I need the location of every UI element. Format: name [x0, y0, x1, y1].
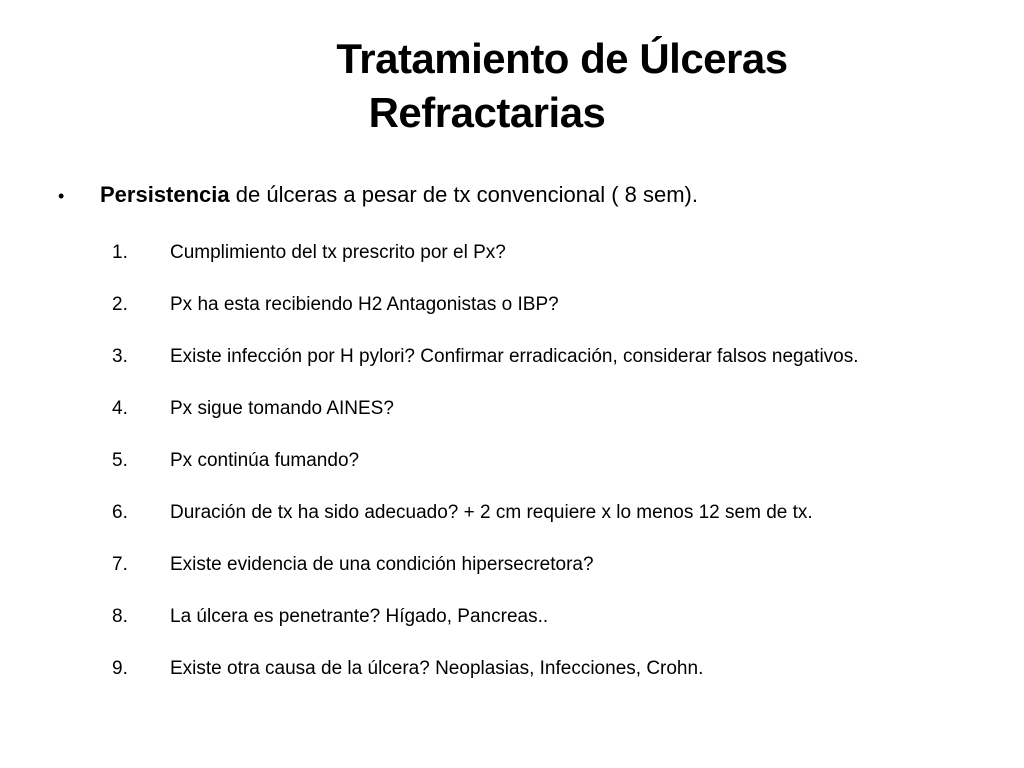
- list-item: [112, 490, 1002, 536]
- list-item: [112, 542, 1002, 588]
- list-item-number: 6.: [112, 502, 128, 523]
- list-item: [112, 646, 1002, 692]
- bullet-marker: •: [58, 186, 65, 206]
- list-item: [112, 230, 1002, 276]
- main-bullet: [58, 180, 998, 211]
- list-item-number: 7.: [112, 554, 128, 575]
- list-item-text: Duración de tx ha sido adecuado? + 2 cm requiere x lo menos 12 sem de tx.: [170, 502, 813, 523]
- list-item-text: Px sigue tomando AINES?: [170, 398, 394, 419]
- list-item: [112, 282, 1002, 328]
- list-item-text: Cumplimiento del tx prescrito por el Px?: [170, 242, 506, 263]
- list-item-number: 2.: [112, 294, 128, 315]
- list-item-number: 8.: [112, 606, 128, 627]
- numbered-list: [112, 230, 1002, 698]
- list-item-text: Existe otra causa de la úlcera? Neoplasias, Infecciones, Crohn.: [170, 658, 704, 679]
- list-item-text: Existe evidencia de una condición hipersecretora?: [170, 554, 594, 575]
- list-item-number: 3.: [112, 346, 128, 367]
- list-item-text: Px continúa fumando?: [170, 450, 360, 471]
- list-item: [112, 386, 1002, 432]
- list-item-text: La úlcera es penetrante? Hígado, Pancreas..: [170, 606, 549, 627]
- list-item-text: Px ha esta recibiendo H2 Antagonistas o IBP?: [170, 294, 559, 315]
- list-item-number: 1.: [112, 242, 128, 263]
- list-item-number: 9.: [112, 658, 128, 679]
- slide-title: [0, 32, 1024, 140]
- bullet-bold-text: Persistencia: [100, 182, 230, 207]
- slide-title-line-1: Tratamiento de Úlceras: [336, 35, 788, 82]
- list-item: [112, 594, 1002, 640]
- slide-title-line-2: Refractarias: [368, 89, 606, 136]
- list-item: [112, 438, 1002, 484]
- bullet-text: de úlceras a pesar de tx convencional ( 8 sem).: [229, 182, 698, 207]
- list-item-text: Existe infección por H pylori? Confirmar erradicación, considerar falsos negativos.: [170, 346, 859, 367]
- list-item: [112, 334, 1002, 380]
- list-item-number: 5.: [112, 450, 128, 471]
- list-item-number: 4.: [112, 398, 128, 419]
